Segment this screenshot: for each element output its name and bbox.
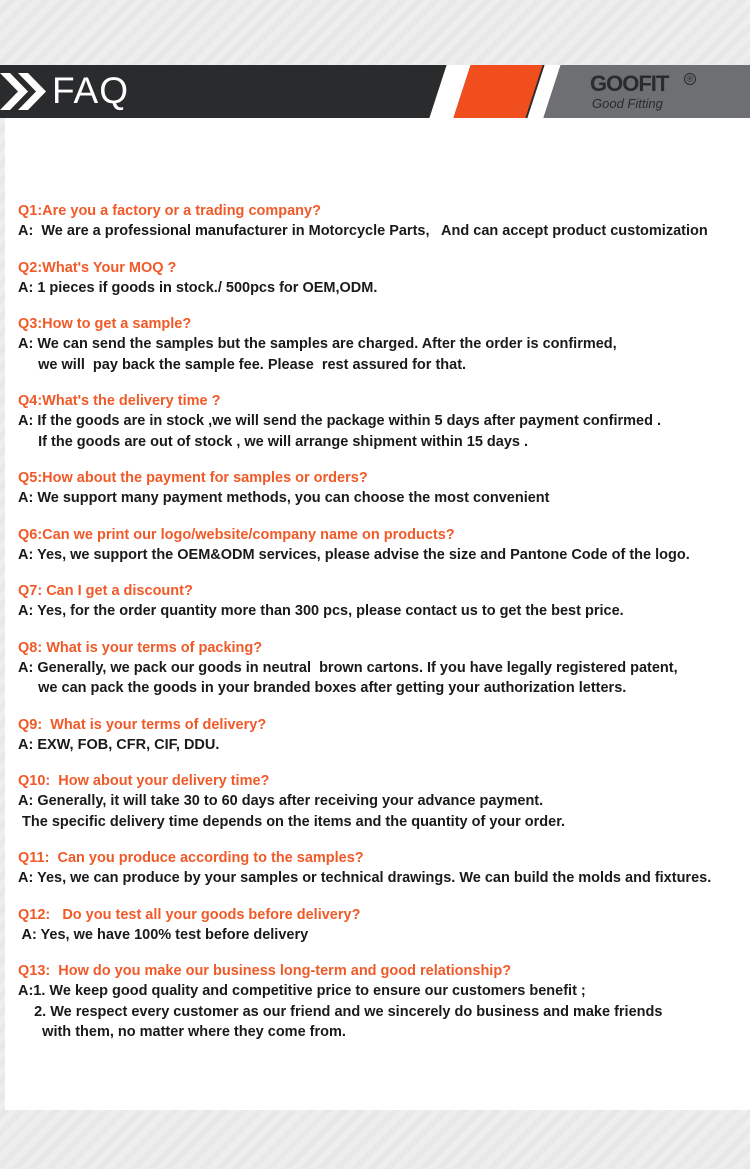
faq-answer-line: A: 1 pieces if goods in stock./ 500pcs for OEM,ODM.: [18, 279, 378, 296]
faq-item: [18, 848, 750, 889]
faq-answer-line: A:1. We keep good quality and competitive price to ensure our customers benefit ;: [18, 983, 586, 999]
faq-answer-line: A: EXW, FOB, CFR, CIF, DDU.: [18, 736, 220, 753]
faq-question: Q7: Can I get a discount?: [18, 583, 193, 599]
faq-answer-line: If the goods are out of stock , we will arrange shipment within 15 days .: [18, 433, 529, 450]
faq-answer-line: A: Generally, it will take 30 to 60 days after receiving your advance payment.: [18, 793, 544, 809]
faq-answer-line: A: Yes, we support the OEM&ODM services, please advise the size and Pantone Code of the logo.: [18, 546, 690, 563]
chevron-right-icon: [0, 65, 50, 118]
faq-answer-line: A: We support many payment methods, you can choose the most convenient: [18, 490, 550, 506]
faq-answer-line: A: Generally, we pack our goods in neutral brown cartons. If you have legally registered patent,: [18, 659, 678, 676]
faq-question: Q8: What is your terms of packing?: [18, 639, 263, 656]
faq-question: Q2:What's Your MOQ ?: [18, 259, 177, 276]
faq-item: [18, 258, 750, 299]
faq-item: [18, 961, 750, 1043]
page-title: FAQ: [52, 70, 130, 111]
faq-answer-line: A: Yes, for the order quantity more than 300 pcs, please contact us to get the best price.: [18, 603, 624, 619]
faq-question: Q9: What is your terms of delivery?: [18, 716, 267, 733]
brand-logo: [590, 71, 700, 115]
faq-question: Q10: How about your delivery time?: [18, 773, 270, 789]
faq-question: Q6:Can we print our logo/website/company name on products?: [18, 526, 455, 543]
faq-question: Q1:Are you a factory or a trading company?: [18, 203, 321, 219]
faq-item: [18, 525, 750, 566]
faq-list: [18, 201, 750, 1059]
faq-item: [18, 314, 750, 375]
faq-content-panel: [5, 118, 750, 1110]
faq-question: Q13: How do you make our business long-term and good relationship?: [18, 963, 512, 979]
faq-answer-line: A: Yes, we have 100% test before delivery: [18, 926, 309, 943]
registered-mark: ®: [684, 73, 696, 85]
faq-item: [18, 581, 750, 622]
faq-answer-line: we can pack the goods in your branded boxes after getting your authorization letters.: [18, 680, 627, 696]
faq-answer-line: The specific delivery time depends on the items and the quantity of your order.: [18, 813, 566, 830]
faq-item: [18, 905, 750, 946]
faq-item: [18, 638, 750, 699]
faq-item: [18, 715, 750, 756]
logo-wordmark: GOOFIT: [590, 71, 669, 96]
faq-answer-line: with them, no matter where they come from.: [18, 1024, 346, 1040]
faq-item: [18, 391, 750, 452]
faq-question: Q3:How to get a sample?: [18, 316, 192, 332]
logo-tagline: Good Fitting: [592, 96, 663, 111]
faq-answer-line: A: Yes, we can produce by your samples or technical drawings. We can build the molds and fixtures.: [18, 870, 712, 886]
faq-header-bar: [0, 65, 750, 118]
faq-answer-line: we will pay back the sample fee. Please rest assured for that.: [18, 356, 467, 373]
faq-item: [18, 201, 750, 242]
faq-question: Q5:How about the payment for samples or orders?: [18, 470, 368, 486]
faq-answer-line: 2. We respect every customer as our friend and we sincerely do business and make friends: [18, 1003, 663, 1020]
faq-question: Q4:What's the delivery time ?: [18, 393, 221, 409]
faq-answer-line: A: If the goods are in stock ,we will send the package within 5 days after payment confirmed .: [18, 413, 661, 429]
faq-item: [18, 771, 750, 832]
faq-answer-line: A: We are a professional manufacturer in Motorcycle Parts, And can accept product customization: [18, 223, 708, 239]
faq-question: Q11: Can you produce according to the samples?: [18, 850, 364, 866]
faq-answer-line: A: We can send the samples but the samples are charged. After the order is confirmed,: [18, 336, 617, 352]
faq-item: [18, 468, 750, 509]
faq-question: Q12: Do you test all your goods before delivery?: [18, 906, 361, 923]
